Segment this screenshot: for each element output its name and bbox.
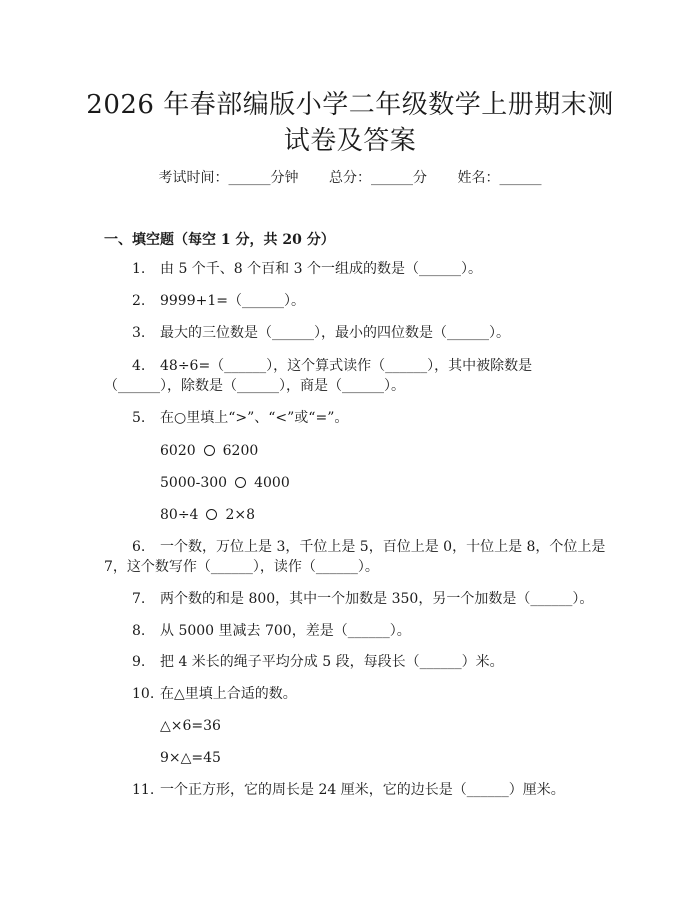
question-text: 在○里填上“>”、“<”或“=”。 (160, 410, 349, 426)
question-4-continuation: （______），除数是（______），商是（______）。 (104, 378, 405, 394)
question-text: 在△里填上合适的数。 (160, 686, 297, 702)
page-title-line2: 试卷及答案 (283, 126, 417, 156)
exam-score-field: 总分：______分 (329, 170, 427, 186)
question-number: 3. (132, 325, 146, 341)
page-title-line1: 2026 年春部编版小学二年级数学上册期末测 (86, 90, 614, 120)
question-number: 4. (132, 358, 146, 374)
exam-meta (0, 168, 700, 188)
question-text: 一个数，万位上是 3，千位上是 5，百位上是 0，十位上是 8，个位上是 (160, 539, 606, 555)
question-text: 最大的三位数是（______），最小的四位数是（______）。 (160, 325, 510, 341)
question-number: 1. (132, 261, 146, 277)
compare-item-2: 5000-300 4000 (160, 475, 290, 491)
question-number: 8. (132, 623, 146, 639)
exam-time-field: 考试时间：______分钟 (158, 170, 299, 186)
question-text: 由 5 个千、8 个百和 3 个一组成的数是（______）。 (160, 261, 482, 277)
section-title-fill-in: 一、填空题（每空 1 分，共 20 分） (104, 232, 335, 248)
question-text: 一个正方形，它的周长是 24 厘米，它的边长是（______）厘米。 (160, 782, 565, 798)
question-text: 9999+1=（______）。 (160, 293, 305, 309)
question-2 (132, 291, 305, 311)
question-text: 48÷6=（______），这个算式读作（______），其中被除数是 (160, 358, 533, 374)
question-4 (132, 356, 532, 376)
question-number: 11. (132, 782, 155, 798)
answer-circle-icon (206, 509, 217, 520)
exam-name-field: 姓名：______ (457, 170, 542, 186)
question-6-continuation: 7，这个数写作（______），读作（______）。 (104, 559, 379, 575)
question-number: 10. (132, 686, 155, 702)
triangle-item-2: 9×△=45 (160, 750, 221, 766)
question-3 (132, 323, 510, 343)
question-text: 两个数的和是 800，其中一个加数是 350，另一个加数是（______）。 (160, 591, 594, 607)
question-11 (132, 780, 565, 800)
question-number: 9. (132, 654, 146, 670)
question-text: 把 4 米长的绳子平均分成 5 段，每段长（______）米。 (160, 654, 504, 670)
question-10 (132, 684, 297, 704)
question-5 (132, 408, 348, 428)
question-number: 2. (132, 293, 146, 309)
question-text: 从 5000 里减去 700，差是（______）。 (160, 623, 411, 639)
answer-circle-icon (235, 477, 246, 488)
compare-item-3: 80÷4 2×8 (160, 507, 255, 523)
question-number: 5. (132, 410, 146, 426)
triangle-item-1: △×6=36 (160, 718, 221, 734)
question-number: 6. (132, 539, 146, 555)
answer-circle-icon (204, 445, 215, 456)
question-number: 7. (132, 591, 146, 607)
question-1 (132, 259, 482, 279)
question-9 (132, 652, 504, 672)
compare-item-1: 6020 6200 (160, 443, 259, 459)
question-6 (132, 537, 605, 557)
question-7 (132, 589, 593, 609)
question-8 (132, 621, 411, 641)
